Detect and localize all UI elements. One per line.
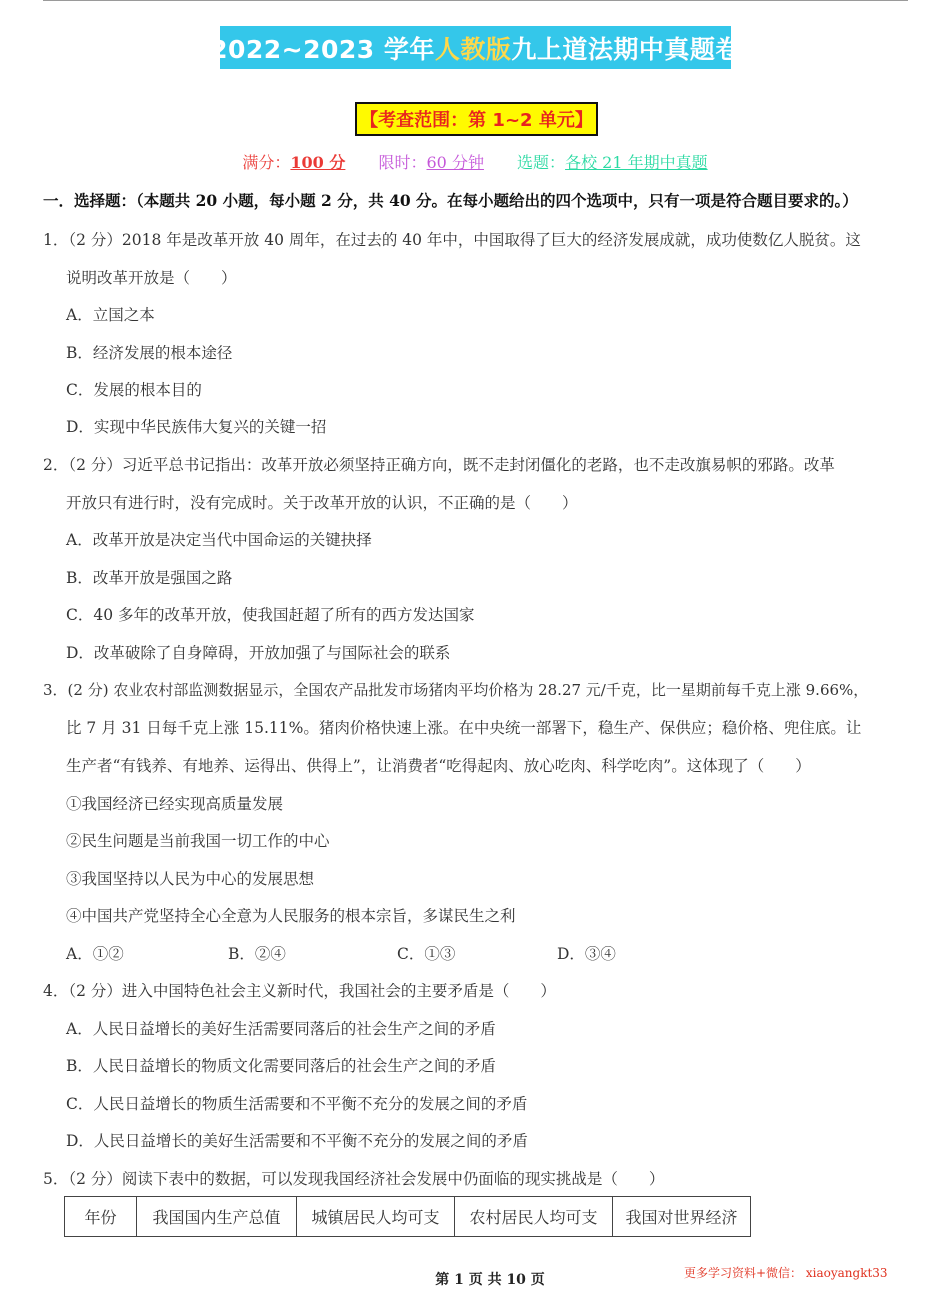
- exam-meta-line: [0, 150, 950, 173]
- q4-option-d[interactable]: D．人民日益增长的美好生活需要和不平衡不充分的发展之间的矛盾: [66, 1132, 528, 1150]
- section-heading: 一．选择题：（本题共 20 小题，每小题 2 分，共 40 分。在每小题给出的四个选项中，只有一项是符合题目要求的。）: [43, 191, 858, 210]
- q3-option-b[interactable]: B．②④: [228, 945, 286, 963]
- q2-option-d[interactable]: D．改革破除了自身障碍，开放加强了与国际社会的联系: [66, 644, 451, 662]
- q2-option-a[interactable]: A．改革开放是决定当代中国命运的关键抉择: [66, 531, 372, 549]
- q4-option-c[interactable]: C．人民日益增长的物质生活需要和不平衡不充分的发展之间的矛盾: [66, 1095, 528, 1113]
- page-number: 第 1 页 共 10 页: [435, 1272, 545, 1288]
- q3-statement-4: ④中国共产党坚持全心全意为人民服务的根本宗旨，多谋民生之利: [66, 907, 516, 925]
- q4-option-a[interactable]: A．人民日益增长的美好生活需要同落后的社会生产之间的矛盾: [66, 1020, 496, 1038]
- full-score-value: 100 分: [290, 153, 346, 172]
- q3-stem-line1: 3．(2 分) 农业农村部监测数据显示，全国农产品批发市场猪肉平均价格为 28.27 元/千克，比一星期前每千克上涨 9.66%，: [43, 681, 869, 699]
- exam-title-banner: [210, 26, 741, 69]
- table-header-cell: 城镇居民人均可支: [297, 1197, 455, 1237]
- q2-stem-line2: 开放只有进行时，没有完成时。关于改革开放的认识，不正确的是（ ）: [66, 494, 578, 512]
- q1-option-d[interactable]: D．实现中华民族伟大复兴的关键一招: [66, 418, 327, 436]
- q3-option-c[interactable]: C．①③: [397, 945, 456, 963]
- q2-option-c[interactable]: C．40 多年的改革开放，使我国赶超了所有的西方发达国家: [66, 606, 475, 624]
- q3-stem-line2: 比 7 月 31 日每千克上涨 15.11%。猪肉价格快速上涨。在中央统一部署下，稳生产、保供应；稳价格、兜住底。让: [66, 719, 862, 737]
- q1-stem-line2: 说明改革开放是（ ）: [66, 269, 237, 287]
- table-header-cell: 我国国内生产总值: [137, 1197, 297, 1237]
- table-header-cell: 年份: [65, 1197, 137, 1237]
- q3-option-d[interactable]: D．③④: [557, 945, 616, 963]
- exam-scope-box: 【考查范围：第 1~2 单元】: [355, 102, 598, 136]
- time-limit-value: 60 分钟: [426, 153, 484, 172]
- title-highlight: 人教版: [434, 34, 512, 64]
- title-suffix: 九上道法期中真题卷: [511, 34, 741, 64]
- title-prefix: 2022~2023 学年: [210, 34, 435, 64]
- q4-stem: 4．（2 分）进入中国特色社会主义新时代，我国社会的主要矛盾是（ ）: [43, 982, 556, 1000]
- q4-option-b[interactable]: B．人民日益增长的物质文化需要同落后的社会生产之间的矛盾: [66, 1057, 496, 1075]
- q3-statement-1: ①我国经济已经实现高质量发展: [66, 795, 284, 813]
- time-limit: [378, 150, 483, 173]
- q3-statement-2: ②民生问题是当前我国一切工作的中心: [66, 832, 330, 850]
- q5-data-table: [64, 1196, 751, 1237]
- full-score-label: 满分：: [242, 153, 291, 172]
- q2-stem-line1: 2．（2 分）习近平总书记指出：改革开放必须坚持正确方向，既不走封闭僵化的老路，也不走改旗易帜的邪路。改革: [43, 456, 835, 474]
- question-source-value: 各校 21 年期中真题: [565, 153, 708, 172]
- time-limit-label: 限时：: [378, 153, 427, 172]
- table-header-cell: 我国对世界经济: [613, 1197, 751, 1237]
- q1-option-c[interactable]: C．发展的根本目的: [66, 381, 202, 399]
- promo-text: 更多学习资料+微信： xiaoyangkt33: [684, 1266, 888, 1280]
- q5-stem: 5．（2 分）阅读下表中的数据，可以发现我国经济社会发展中仍面临的现实挑战是（ ）: [43, 1170, 665, 1188]
- table-header-cell: 农村居民人均可支: [455, 1197, 613, 1237]
- q3-statement-3: ③我国坚持以人民为中心的发展思想: [66, 870, 315, 888]
- q3-stem-line3: 生产者“有钱养、有地养、运得出、供得上”，让消费者“吃得起肉、放心吃肉、科学吃肉”。这体现了（ ）: [66, 757, 811, 775]
- top-rule: [43, 0, 908, 1]
- question-source: [517, 150, 708, 173]
- q1-stem-line1: 1．（2 分）2018 年是改革开放 40 周年，在过去的 40 年中，中国取得了巨大的经济发展成就，成功使数亿人脱贫。这: [43, 231, 861, 249]
- table-header-row: [65, 1197, 751, 1237]
- q3-option-a[interactable]: A．①②: [66, 945, 124, 963]
- question-source-label: 选题：: [517, 153, 566, 172]
- q2-option-b[interactable]: B．改革开放是强国之路: [66, 569, 233, 587]
- full-score: [242, 150, 345, 173]
- q1-option-b[interactable]: B．经济发展的根本途径: [66, 344, 233, 362]
- q1-option-a[interactable]: A．立国之本: [66, 306, 155, 324]
